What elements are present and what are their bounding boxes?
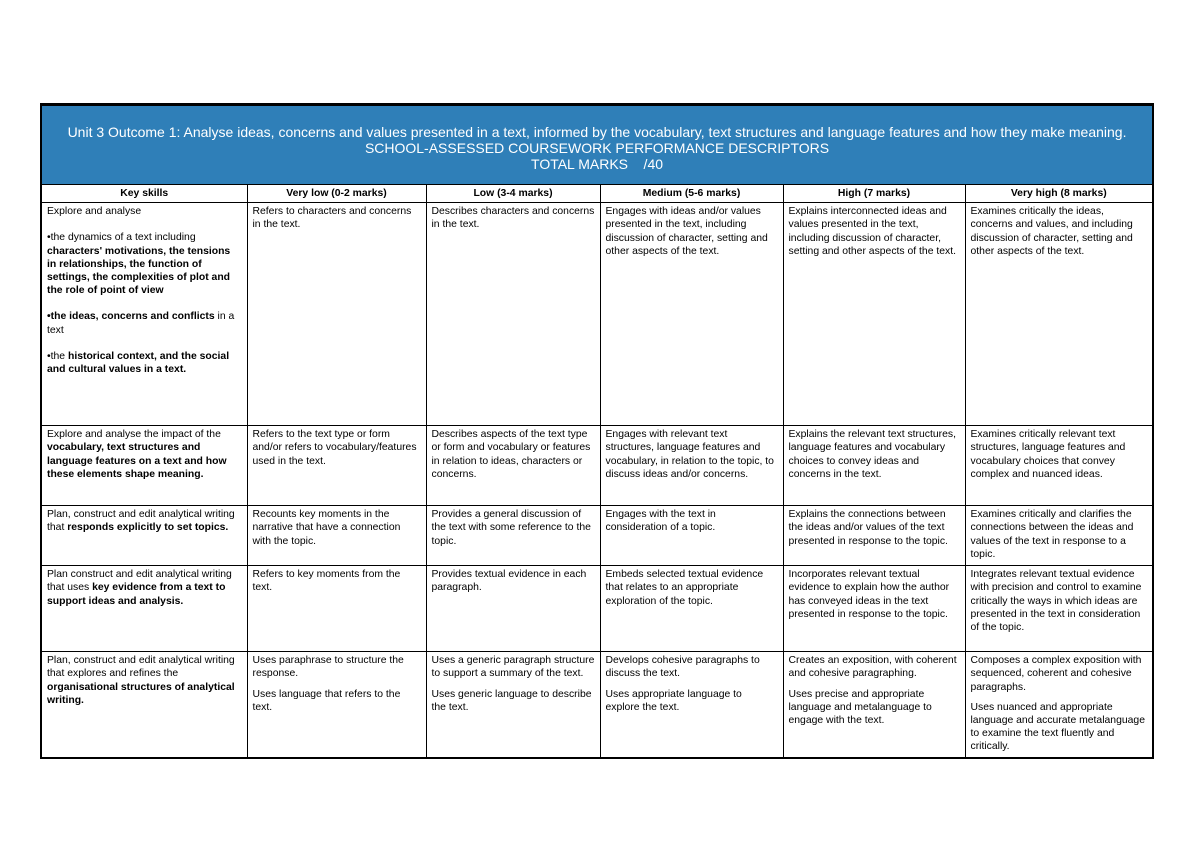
descriptor-cell: Composes a complex exposition with sequenced, coherent and cohesive paragraphs. Uses nuanced and appropriate language and accurate metalanguage to examine the text fluently and critically.	[965, 652, 1153, 758]
skill-bullet: •the historical context, and the social and cultural values in a text.	[47, 350, 230, 376]
descriptor-cell: Develops cohesive paragraphs to discuss the text. Uses appropriate language to explore the text.	[600, 652, 783, 758]
banner	[41, 105, 1153, 185]
table-row	[41, 652, 1153, 758]
descriptor-cell: Explains the relevant text structures, language features and vocabulary choices to convey ideas and concerns in the text.	[783, 426, 965, 506]
header-very-high: Very high (8 marks)	[965, 185, 1153, 203]
table-row	[41, 203, 1153, 426]
skill-bullet: •the dynamics of a text including characters' motivations, the tensions in relationships, the function of settings, the complexities of plot and the role of point of view	[47, 232, 231, 297]
descriptor-cell: Explains the connections between the ideas and/or values of the text presented in response to the topic.	[783, 506, 965, 566]
descriptor-cell: Refers to characters and concerns in the text.	[247, 203, 426, 426]
skill-bullet: •the ideas, concerns and conflicts in a text	[47, 311, 235, 336]
table-row	[41, 566, 1153, 652]
descriptor-cell: Uses a generic paragraph structure to support a summary of the text. Uses generic language to describe the text.	[426, 652, 600, 758]
descriptor-cell: Uses paraphrase to structure the response. Uses language that refers to the text.	[247, 652, 426, 758]
descriptor-cell: Refers to the text type or form and/or refers to vocabulary/features used in the text.	[247, 426, 426, 506]
header-very-low: Very low (0-2 marks)	[247, 185, 426, 203]
descriptor-heading: SCHOOL-ASSESSED COURSEWORK PERFORMANCE DESCRIPTORS	[364, 140, 830, 156]
descriptor-cell: Examines critically and clarifies the connections between the ideas and values of the text in response to a topic.	[965, 506, 1153, 566]
descriptor-cell: Engages with the text in consideration of a topic.	[600, 506, 783, 566]
header-medium: Medium (5-6 marks)	[600, 185, 783, 203]
descriptor-cell: Provides textual evidence in each paragraph.	[426, 566, 600, 652]
outcome-title: Unit 3 Outcome 1: Analyse ideas, concerns and values presented in a text, informed by the vocabulary, text structures and language features and how they make meaning.	[67, 124, 1127, 140]
header-high: High (7 marks)	[783, 185, 965, 203]
descriptor-cell: Engages with relevant text structures, language features and vocabulary, in relation to the topic, to discuss ideas and/or concerns.	[600, 426, 783, 506]
descriptor-cell: Recounts key moments in the narrative that have a connection with the topic.	[247, 506, 426, 566]
descriptor-cell: Engages with ideas and/or values presented in the text, including discussion of character, setting and other aspects of the text.	[600, 203, 783, 426]
descriptor-cell: Creates an exposition, with coherent and cohesive paragraphing. Uses precise and appropriate language and metalanguage to engage with the text.	[783, 652, 965, 758]
rubric-table	[40, 103, 1154, 759]
descriptor-cell: Describes characters and concerns in the text.	[426, 203, 600, 426]
header-row	[41, 185, 1153, 203]
descriptor-cell: Explains interconnected ideas and values presented in the text, including discussion of character, setting and other aspects of the text.	[783, 203, 965, 426]
skill-intro: Explore and analyse	[47, 206, 142, 218]
header-key-skills: Key skills	[41, 185, 247, 203]
key-skill-cell: Plan, construct and edit analytical writing that responds explicitly to set topics.	[41, 506, 247, 566]
descriptor-cell: Examines critically relevant text structures, language features and vocabulary choices that convey complex and nuanced ideas.	[965, 426, 1153, 506]
table-row	[41, 426, 1153, 506]
table-row	[41, 506, 1153, 566]
key-skill-cell: Plan, construct and edit analytical writing that explores and refines the organisational structures of analytical writing.	[41, 652, 247, 758]
banner-row	[41, 105, 1153, 185]
descriptor-cell: Describes aspects of the text type or form and vocabulary or features in relation to ideas, characters or concerns.	[426, 426, 600, 506]
key-skill-cell: Explore and analyse the impact of the vocabulary, text structures and language features on a text and how these elements shape meaning.	[41, 426, 247, 506]
total-marks: TOTAL MARKS /40	[531, 156, 664, 172]
key-skill-cell	[41, 203, 247, 426]
descriptor-cell: Provides a general discussion of the text with some reference to the topic.	[426, 506, 600, 566]
descriptor-cell: Refers to key moments from the text.	[247, 566, 426, 652]
header-low: Low (3-4 marks)	[426, 185, 600, 203]
descriptor-cell: Examines critically the ideas, concerns and values, and including discussion of character, setting and other aspects of the text.	[965, 203, 1153, 426]
descriptor-cell: Integrates relevant textual evidence with precision and control to examine critically the ways in which ideas are presented in the text in consideration of the topic.	[965, 566, 1153, 652]
descriptor-cell: Embeds selected textual evidence that relates to an appropriate exploration of the topic.	[600, 566, 783, 652]
key-skill-cell: Plan construct and edit analytical writing that uses key evidence from a text to support ideas and analysis.	[41, 566, 247, 652]
descriptor-cell: Incorporates relevant textual evidence to explain how the author has conveyed ideas in the text presented in response to the topic.	[783, 566, 965, 652]
